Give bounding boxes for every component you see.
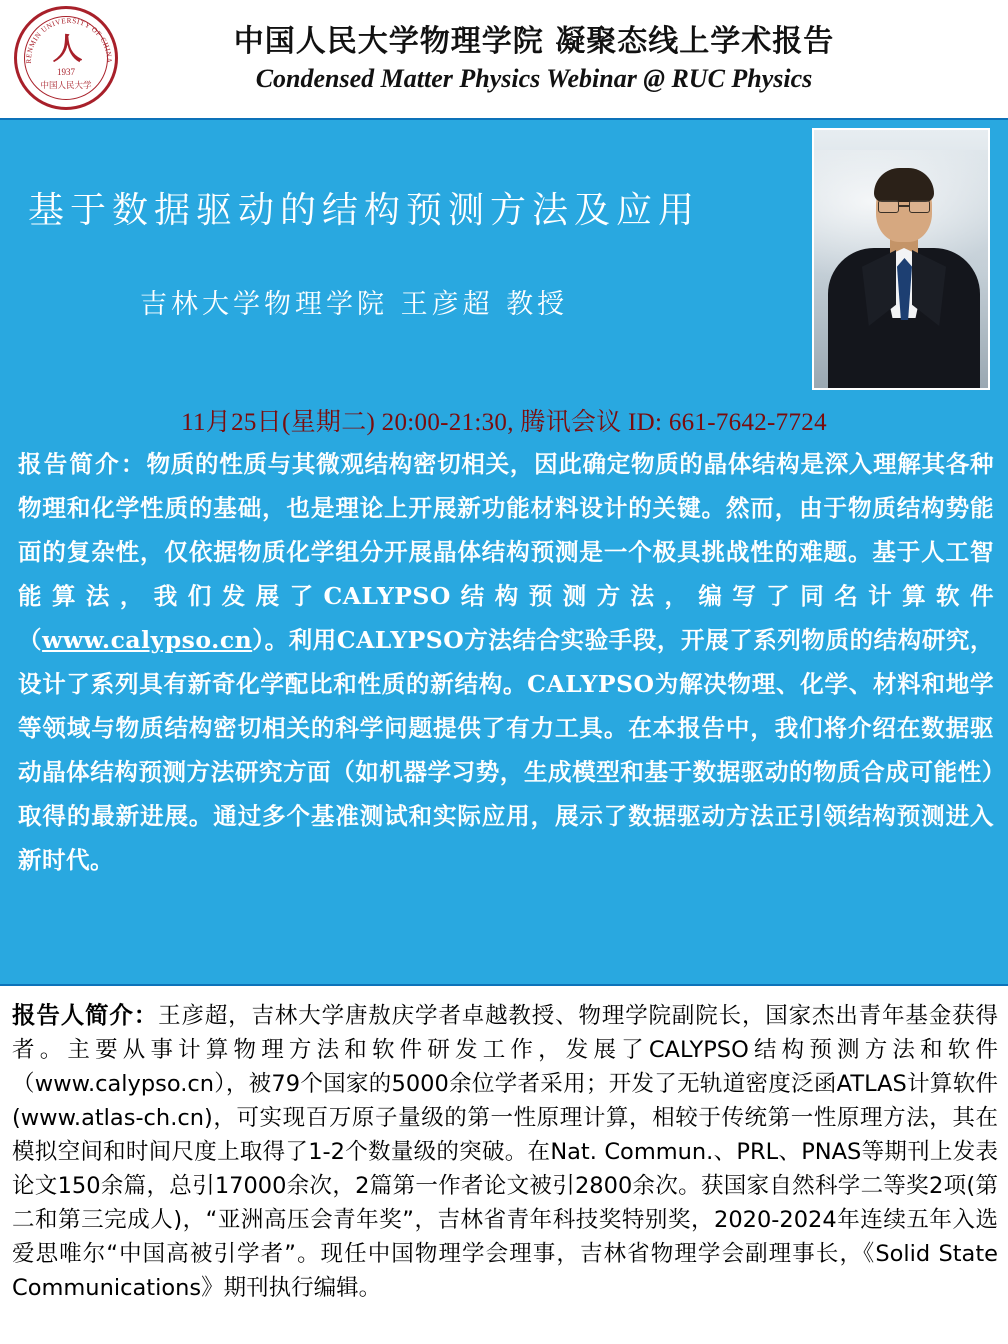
portrait-glasses xyxy=(878,200,930,214)
logo-chinese-name: 中国人民大学 xyxy=(40,80,92,90)
meeting-info: 11月25日(星期二) 20:00-21:30, 腾讯会议 ID: 661-7642-7724 xyxy=(181,409,827,436)
svg-text:RENMIN UNIVERSITY OF CHINA: RENMIN UNIVERSITY OF CHINA xyxy=(24,16,114,64)
university-logo xyxy=(14,6,118,110)
portrait-glasses-lens-left xyxy=(878,200,899,213)
abstract-text-part1: 物质的性质与其微观结构密切相关，因此确定物质的晶体结构是深入理解其各种物理和化学性质的基础，也是理论上开展新功能材料设计的关键。然而，由于物质结构势能面的复杂性，仅依据物质化学组分开展晶体结构预测是一个极具挑战性的难题。基于人工智能算法，我们发展了CALYPSO结构预测方法，编写了同名计算软件（ xyxy=(18,450,995,654)
logo-circle xyxy=(14,6,118,110)
talk-banner xyxy=(0,118,1008,984)
talk-abstract xyxy=(18,442,994,882)
calypso-link[interactable]: www.calypso.cn xyxy=(42,626,253,654)
logo-year: 1937 xyxy=(57,67,75,77)
abstract-label: 报告简介： xyxy=(18,450,147,478)
bio-body: 王彦超，吉林大学唐敖庆学者卓越教授、物理学院副院长，国家杰出青年基金获得者。主要从事计算物理方法和软件研发工作，发展了CALYPSO结构预测方法和软件（www.calypso.cn），被79个国家的5000余位学者采用；开发了无轨道密度泛函ATLAS计算软件(www.atlas-ch.cn)，可实现百万原子量级的第一性原理计算，相较于传统第一性原理方法，其在模拟空间和时间尺度上取得了1-2个数量级的突破。在Nat. Commun.、PRL、PNAS等期刊上发表论文150余篇，总引17000余次，2篇第一作者论文被引2800余次。获国家自然科学二等奖2项(第二和第三完成人)，“亚洲高压会青年奖”，吉林省青年科技奖特别奖，2020-2024年连续五年入选爱思唯尔“中国高被引学者”。现任中国物理学会理事，吉林省物理学会副理事长，《Solid State Communications》期刊执行编辑。 xyxy=(12,1003,998,1301)
bio-label: 报告人简介： xyxy=(12,1001,159,1029)
speaker-bio-section xyxy=(0,984,1008,1342)
portrait-glasses-lens-right xyxy=(909,200,930,213)
portrait-hair xyxy=(874,168,934,202)
poster-header xyxy=(0,0,1008,118)
talk-speaker: 吉林大学物理学院 王彦超 教授 xyxy=(140,289,569,320)
abstract-text-part2: ）。利用CALYPSO方法结合实验手段，开展了系列物质的结构研究，设计了系列具有新奇化学配比和性质的新结构。CALYPSO为解决物理、化学、材料和地学等领域与物质结构密切相关的科学问题提供了有力工具。在本报告中，我们将介绍在数据驱动晶体结构预测方法研究方面（如机器学习势，生成模型和基于数据驱动的物质合成可能性）取得的最新进展。通过多个基准测试和实际应用，展示了数据驱动方法正引领结构预测进入新时代。 xyxy=(18,626,994,874)
talk-title: 基于数据驱动的结构预测方法及应用 xyxy=(28,190,701,231)
speaker-portrait xyxy=(812,128,990,390)
header-title-chinese: 中国人民大学物理学院 凝聚态线上学术报告 xyxy=(233,23,835,59)
portrait-glasses-bridge xyxy=(899,205,909,207)
header-titles xyxy=(234,23,834,96)
logo-mark-glyph: 人 xyxy=(52,33,80,66)
header-title-english: Condensed Matter Physics Webinar @ RUC Physics xyxy=(255,64,813,93)
speaker-bio-text xyxy=(12,998,998,1305)
